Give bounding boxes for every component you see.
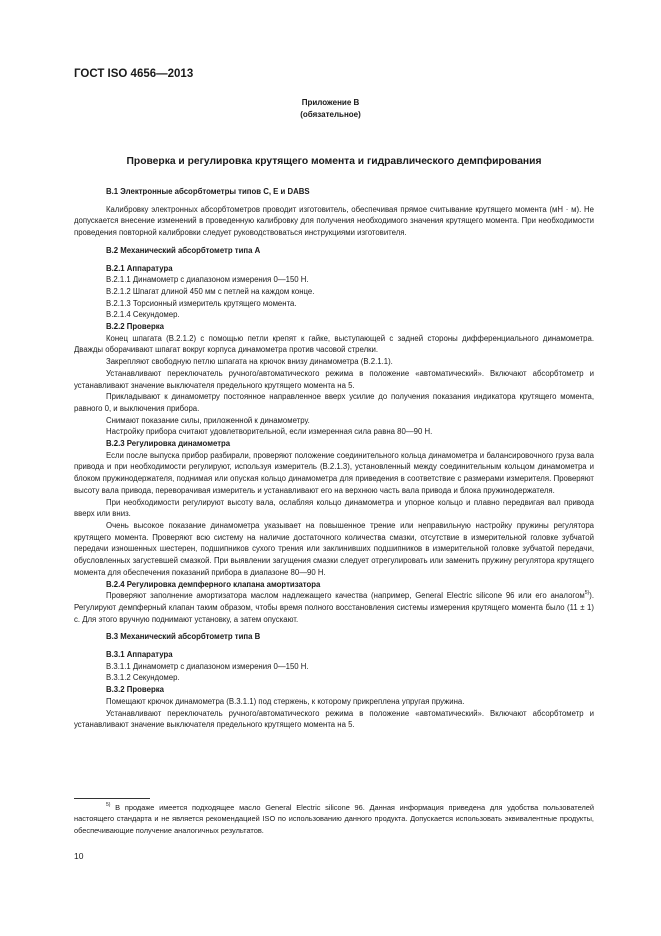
section-heading-b1: В.1 Электронные абсорбтометры типов С, Е и DABS — [106, 187, 310, 196]
list-item: В.2.1.1 Динамометр с диапазоном измерения 0—150 Н. — [106, 275, 309, 285]
paragraph-part: ). Регулируют демпферный клапан таким образом, чтобы время полного восстановления системы измерения крутящего момента было (11 ± 1) с. Для этого вручную поднимают установку, а затем опускают. — [74, 591, 594, 624]
subsection-heading-b32: В.3.2 Проверка — [106, 685, 164, 695]
paragraph: При необходимости регулируют высоту вала, ослабляя кольцо динамометра и упорное кольцо и плавно передвигая вал привода вверх или вниз. — [74, 497, 594, 519]
paragraph-part: Проверяют заполнение амортизатора маслом надлежащего качества (например, General Electric silicone 96 или его аналогом — [106, 591, 585, 601]
section-heading-b2: В.2 Механический абсорбтометр типа А — [106, 245, 261, 255]
paragraph: Закрепляют свободную петлю шпагата на крючок внизу динамометра (В.2.1.1). — [106, 357, 393, 367]
section-heading-b3: В.3 Механический абсорбтометр типа В — [106, 632, 261, 642]
footnote-ref: 5) — [584, 589, 590, 596]
annex-status: (обязательное) — [300, 110, 361, 119]
paragraph: Снимают показание силы, приложенной к динамометру. — [106, 415, 310, 425]
footnote-text: В продаже имеется подходящее масло General Electric silicone 96. Данная информация приведена для удобства пользователей настоящего стандарта и не является рекомендацией ISO по использованию данного продукта. Допускается использовать эквивалентные продукты, обеспечивающие получение аналогичных результатов. — [74, 803, 594, 835]
list-item: В.2.1.3 Торсионный измеритель крутящего момента. — [106, 298, 297, 308]
paragraph: Конец шпагата (В.2.1.2) с помощью петли крепят к гайке, выступающей с задней стороны дифференциального динамометра. Дважды оборачивают шпагат вокруг корпуса динамометра против часовой стрелки. — [74, 333, 594, 355]
paragraph: Настройку прибора считают удовлетворительной, если измеренная сила равна 80—90 Н. — [106, 427, 433, 437]
footnote-divider — [74, 798, 150, 799]
footnote-marker: 5) — [106, 801, 111, 808]
paragraph: Устанавливают переключатель ручного/автоматического режима в положение «автоматический». Включают абсорбтометр и устанавливают значение выключателя предельного крутящего момента на 5. — [74, 368, 594, 390]
paragraph: Помещают крючок динамометра (В.3.1.1) под стержень, к которому прикреплена упругая пружина. — [106, 696, 465, 706]
subsection-heading-b24: В.2.4 Регулировка демпферного клапана амортизатора — [106, 579, 321, 589]
list-item: В.3.1.2 Секундомер. — [106, 673, 180, 683]
subsection-heading-b31: В.3.1 Аппаратура — [106, 650, 173, 660]
page-number: 10 — [74, 851, 84, 861]
paragraph: Прикладывают к динамометру постоянное направленное вверх усилие до получения показания индикатора крутящего момента, равного 0, и выключения прибора. — [74, 392, 594, 413]
paragraph-with-footnote — [74, 590, 594, 625]
paragraph: Если после выпуска прибор разбирали, проверяют положение соединительного кольца динамометра и балансировочного груза вала привода и при необходимости регулируют, используя измеритель (В.2.1.3), установленный между соединительным кольцом динамометра и блоком пружинодержателя, поднимая или опуская кольцо динамометра для приведения в соответствие с размерами измерителя. Проверяют высоту вала привода, переворачивая измеритель и устанавливают его на верхнюю часть вала привода и блока пружинодержателя. — [74, 450, 594, 495]
list-item: В.2.1.2 Шпагат длиной 450 мм с петлей на каждом конце. — [106, 286, 315, 296]
list-item: В.2.1.4 Секундомер. — [106, 310, 180, 320]
standard-header: ГОСТ ISO 4656—2013 — [74, 68, 194, 80]
paragraph: Калибровку электронных абсорбтометров проводит изготовитель, обеспечивая прямое считывание крутящего момента (мН · м). Не допускается внесение изменений в проведенную калибровку для получения необходимого значения крутящего момента. При необходимости проведения повторной калибровки следует руководствоваться инструкциями изготовителя. — [74, 204, 594, 238]
main-title: Проверка и регулировка крутящего момента и гидравлического демпфирования — [126, 156, 542, 167]
paragraph: Устанавливают переключатель ручного/автоматического режима в положение «автоматический». Включают абсорбтометр и устанавливают значение выключателя предельного крутящего момента на 5. — [74, 708, 594, 730]
annex-title: Приложение В — [301, 98, 360, 107]
paragraph: Очень высокое показание динамометра указывает на повышенное трение или неправильную настройку пружины регулятора крутящего момента. Проверяют всю систему на наличие достаточного количества смазки, отсутствие в измерительной головке зубчатой передачи изношенных шестерен, подшипников сухого трения или заклинивших подшипников в измерительной головке зубчатой передачи, обусловленных загустевшей смазкой. При выявлении загущения смазки следует отрегулировать или заменить пружину регулятора крутящего момента для обеспечения показаний прибора в диапазоне 80—90 Н. — [74, 520, 594, 577]
subsection-heading-b21: В.2.1 Аппаратура — [106, 263, 173, 273]
subsection-heading-b23: В.2.3 Регулировка динамометра — [106, 439, 231, 449]
body-text — [74, 186, 594, 731]
list-item: В.3.1.1 Динамометр с диапазоном измерения 0—150 Н. — [106, 661, 309, 671]
subsection-heading-b22: В.2.2 Проверка — [106, 322, 164, 332]
footnote — [74, 802, 594, 836]
